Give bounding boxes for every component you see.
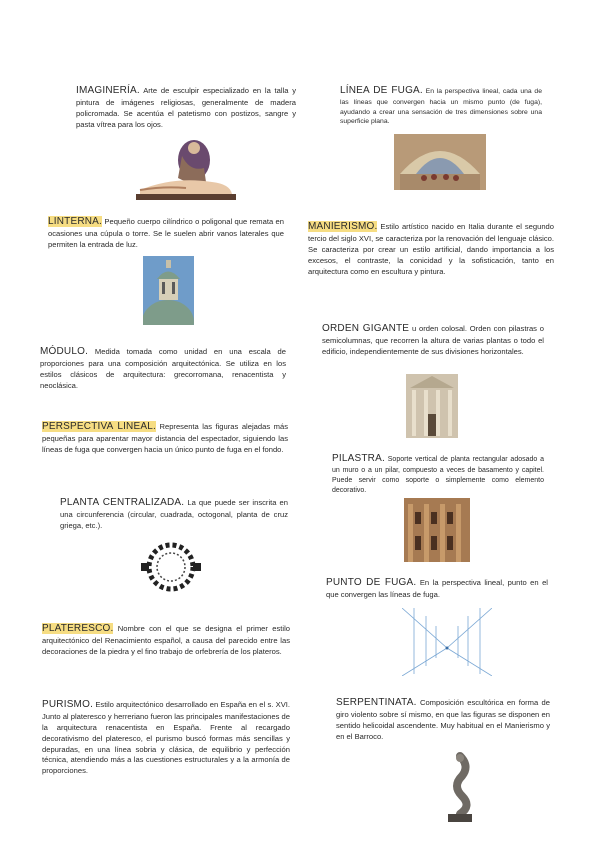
- definition-purismo: Estilo arquitectónico desarrollado en España en el s. XVI. Junto al plateresco y herreriano fueron las principales manifestaciones de la arquitectura renacentista en España. Frente al recargado decorativismo del plateresco, el purismo buscó formas más sencillas y depuradas, en una línea sobria y clásica, de equilibrio y perfección técnica, atendiendo más a las cuestiones estructurales y a la armonía de proporciones.: [42, 700, 290, 776]
- term-serpentinata: SERPENTINATA.: [336, 697, 417, 708]
- definition-manierismo: Estilo artístico nacido en Italia durante el segundo tercio del siglo XVI, se caracteriza por la renovación del lenguaje clásico. Se caracteriza por crear un estilo artificial, dando importancia a los excesos, el contraste, la conicidad y la sofisticación, tanto en arquitectura como en escultura y pintura.: [308, 222, 554, 276]
- term-imagineria: IMAGINERÍA.: [76, 85, 140, 96]
- entry-punto-fuga: [326, 576, 548, 601]
- term-purismo: PURISMO.: [42, 699, 94, 710]
- definition-planta: La que puede ser inscrita en una circunferencia (circular, cuadrada, octogonal, planta de cruz griega, etc.).: [60, 498, 288, 530]
- definition-linea-fuga: En la perspectiva lineal, cada una de las líneas que convergen hacia un mismo punto (de fuga), ayudando a crear una sensación de tres dimensiones sobre una superficie plana.: [340, 88, 542, 126]
- definition-linterna: Pequeño cuerpo cilíndrico o poligonal que remata en ocasiones una cúpula o torre. Se le suelen abrir vanos laterales que permiten la entrada de luz.: [48, 217, 284, 249]
- entry-serpentinata: [336, 696, 550, 743]
- definition-serpentinata: Composición escultórica en forma de giro violento sobre sí mismo, en que las figuras se disponen en sentido helicoidal ascendente. Muy habitual en el Manierismo y en el Barroco.: [336, 698, 550, 741]
- entry-linea-fuga: [340, 84, 542, 127]
- definition-perspectiva: Representa las figuras alejadas más pequeñas para aparentar mayor distancia del espectador, siguiendo las líneas de fuga que convergen hacia un único punto de fuga en el fondo.: [42, 422, 288, 454]
- term-pilastra: PILASTRA.: [332, 453, 385, 464]
- definition-orden-gigante: u orden colosal. Orden con pilastras o semicolumnas, que recorren la altura de varias plantas o todo el edificio, independientemente de sus divisiones horizontales.: [322, 324, 544, 356]
- term-manierismo: MANIERISMO.: [308, 221, 378, 232]
- entry-modulo: [40, 345, 286, 392]
- entry-imagineria: [76, 84, 296, 131]
- term-perspectiva: PERSPECTIVA LINEAL.: [42, 421, 156, 432]
- term-orden-gigante: ORDEN GIGANTE: [322, 323, 410, 334]
- term-linea-fuga: LÍNEA DE FUGA.: [340, 85, 423, 96]
- definition-punto-fuga: En la perspectiva lineal, punto en el que convergen las líneas de fuga.: [326, 578, 548, 600]
- image-pieta-sculpture: [134, 138, 238, 202]
- image-pilaster-building: [404, 498, 470, 562]
- term-planta: PLANTA CENTRALIZADA.: [60, 497, 185, 508]
- entry-pilastra: [332, 452, 544, 496]
- image-giant-order-facade: [406, 374, 458, 438]
- image-lantern-dome: [143, 256, 194, 325]
- image-serpentine-sculpture: [438, 752, 482, 822]
- entry-orden-gigante: [322, 322, 544, 358]
- definition-plateresco: Nombre con el que se designa el primer estilo arquitectónico del Renacimiento español, a causa del parecido entre las decoraciones de la piedra y el fino trabajo de orfebrería de los plateros.: [42, 624, 290, 656]
- entry-planta: [60, 496, 288, 532]
- image-central-plan: [140, 538, 202, 596]
- entry-plateresco: [42, 622, 290, 658]
- term-plateresco: PLATERESCO.: [42, 623, 114, 634]
- entry-perspectiva: [42, 420, 288, 456]
- term-modulo: MÓDULO.: [40, 346, 89, 357]
- term-linterna: LINTERNA.: [48, 216, 103, 227]
- definition-pilastra: Soporte vertical de planta rectangular adosado a un muro o a un pilar, compuesto a veces de basamento y capitel. Puede servir como soporte o simplemente como elemento decorativo.: [332, 456, 544, 495]
- entry-purismo: [42, 698, 290, 777]
- image-vanishing-point-diagram: [402, 608, 492, 676]
- term-punto-fuga: PUNTO DE FUGA.: [326, 577, 417, 588]
- image-school-of-athens: [394, 134, 486, 190]
- definition-imagineria: Arte de esculpir especializado en la talla y pintura de imágenes religiosas, generalmente de madera policromada. Se acentúa el patetismo con postizos, sangre y pasta vítrea para los ojos.: [76, 86, 296, 129]
- entry-linterna: [48, 215, 284, 251]
- entry-manierismo: [308, 220, 554, 277]
- definition-modulo: Medida tomada como unidad en una escala de proporciones para una composición arquitectónica. Se utiliza en los estilos clásicos de arquitectura: grecorromana, renacentista y neoclásica.: [40, 347, 286, 390]
